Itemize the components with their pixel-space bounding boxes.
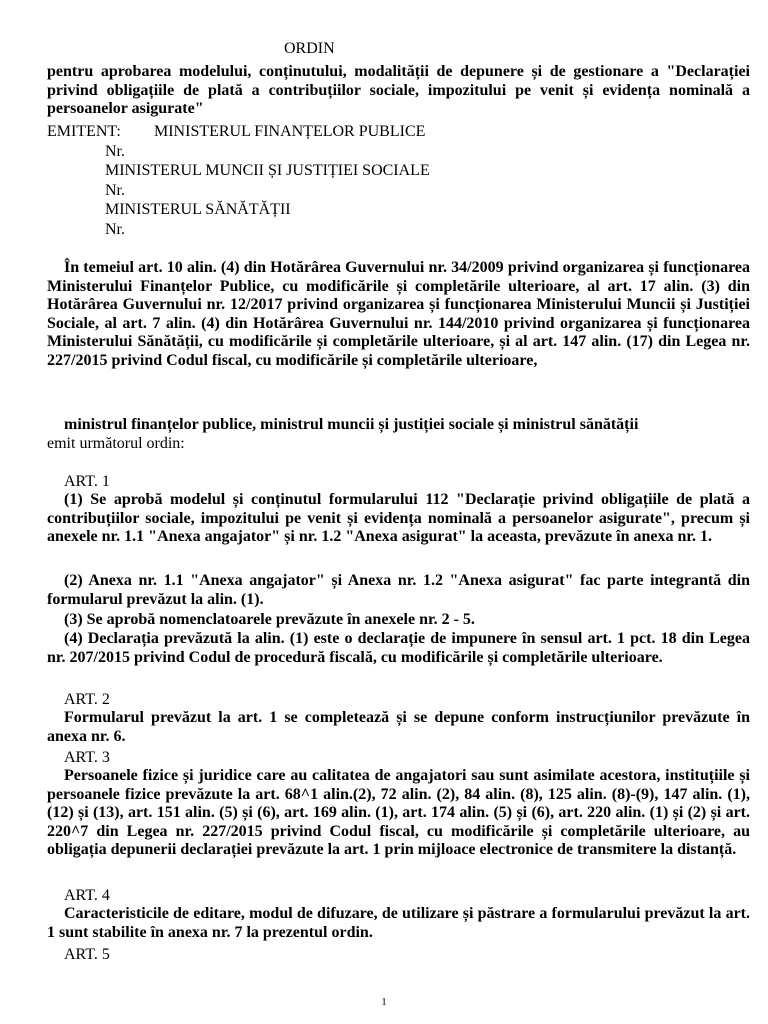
- ministers-line: ministrul finanțelor publice, ministrul muncii și justiției sociale și ministrul sănătății: [64, 416, 639, 433]
- emitent-label: EMITENT:: [47, 123, 121, 140]
- document-subtitle: pentru aprobarea modelului, conținutului, modalității de depunere și de gestionare a "Declarației privind obligațiile de plată a contribuțiilor sociale, impozitului pe venit și evidența nominală a persoanelor asigurate": [47, 63, 750, 118]
- emitent-ministry-health: MINISTERUL SĂNĂTĂȚII: [105, 201, 291, 218]
- nr-labour: Nr.: [105, 182, 125, 199]
- article-5-heading: ART. 5: [64, 946, 110, 963]
- article-3-heading: ART. 3: [64, 749, 110, 766]
- document-title: ORDIN: [284, 40, 335, 57]
- article-2-paragraph: Formularul prevăzut la art. 1 se completează și se depune conform instrucțiunilor prevăzute în anexa nr. 6.: [47, 709, 750, 745]
- nr-health: Nr.: [105, 221, 125, 238]
- article-3-paragraph: Persoanele fizice și juridice care au calitatea de angajatori sau sunt asimilate acestora, instituțiile și persoanele fizice prevăzute la art. 68^1 alin.(2), 72 alin. (2), 84 alin. (8), 125 alin. (8)-(9), 147 alin. (1), (12) și (13), art. 151 alin. (5) și (6), art. 169 alin. (1), art. 174 alin. (5) și (6), art. 220 alin. (1) și (2) și art. 220^7 din Legea nr. 227/2015 privind Codul fiscal, cu modificările și completările ulterioare, au obligația depunerii declarației prevăzute la art. 1 prin mijloace electronice de transmitere la distanță.: [47, 767, 750, 859]
- page-number: 1: [381, 996, 387, 1008]
- article-1-paragraph-3: (3) Se aprobă nomenclatoarele prevăzute în anexele nr. 2 - 5.: [64, 611, 475, 628]
- emitent-ministry-labour: MINISTERUL MUNCII ȘI JUSTIȚIEI SOCIALE: [105, 162, 430, 179]
- legal-basis-paragraph: În temeiul art. 10 alin. (4) din Hotărârea Guvernului nr. 34/2009 privind organizarea și funcționarea Ministerului Finanțelor Publice, cu modificările și completările ulterioare, al art. 17 alin. (3) din Hotărârea Guvernului nr. 12/2017 privind organizarea și funcționarea Ministerului Muncii și Justiției Sociale, al art. 7 alin. (4) din Hotărârea Guvernului nr. 144/2010 privind organizarea și funcționarea Ministerului Sănătății, cu modificările și completările ulterioare, și al art. 147 alin. (17) din Legea nr. 227/2015 privind Codul fiscal, cu modificările și completările ulterioare,: [47, 259, 750, 369]
- nr-finance: Nr.: [105, 143, 125, 160]
- article-4-heading: ART. 4: [64, 887, 110, 904]
- article-1-heading: ART. 1: [64, 473, 110, 490]
- article-1-paragraph-2: (2) Anexa nr. 1.1 "Anexa angajator" și Anexa nr. 1.2 "Anexa asigurat" fac parte integrantă din formularul prevăzut la alin. (1).: [47, 572, 750, 608]
- article-4-paragraph: Caracteristicile de editare, modul de difuzare, de utilizare și păstrare a formularului prevăzut la art. 1 sunt stabilite în anexa nr. 7 la prezentul ordin.: [47, 905, 750, 941]
- emit-line: emit următorul ordin:: [47, 435, 185, 452]
- article-1-paragraph-1: (1) Se aprobă modelul și conținutul formularului 112 "Declarație privind obligațiile de plată a contribuțiilor sociale, impozitului pe venit și evidența nominală a persoanelor asigurate", precum și anexele nr. 1.1 "Anexa angajator" și nr. 1.2 "Anexa asigurat" la aceasta, prevăzute în anexa nr. 1.: [47, 491, 750, 546]
- article-1-paragraph-4: (4) Declarația prevăzută la alin. (1) este o declarație de impunere în sensul art. 1 pct. 18 din Legea nr. 207/2015 privind Codul de procedură fiscală, cu modificările și completările ulterioare.: [47, 630, 750, 666]
- article-2-heading: ART. 2: [64, 691, 110, 708]
- emitent-ministry-finance: MINISTERUL FINANȚELOR PUBLICE: [154, 123, 426, 140]
- emitent-row: [47, 122, 425, 141]
